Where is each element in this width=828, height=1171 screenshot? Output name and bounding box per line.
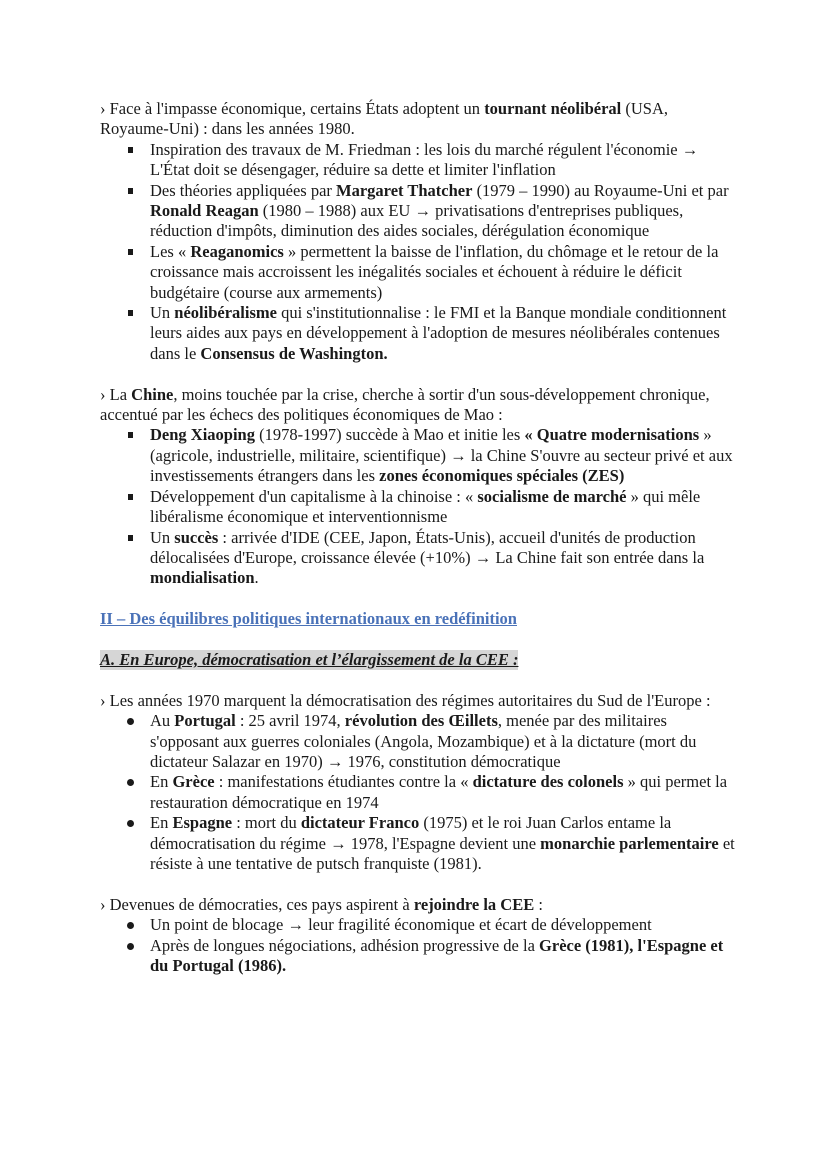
section2-intro <box>100 385 740 426</box>
bold-term: Chine <box>131 384 174 404</box>
text-run: Les « <box>150 241 191 261</box>
bold-term: Margaret Thatcher <box>336 180 473 200</box>
text-run: . <box>254 568 259 588</box>
section2-list <box>100 425 740 588</box>
text-run: » qui mêle libéralisme économique et interventionnisme <box>150 486 701 527</box>
list-item <box>100 181 740 242</box>
list-item <box>100 425 740 486</box>
text-run: » permettent la baisse de l'inflation, du chômage et le retour de la croissance mais accroissent les inégalités sociales et échouent à réduire le déficit budgétaire (course aux armements) <box>150 241 719 302</box>
bold-term: Reaganomics <box>190 241 284 261</box>
bold-term: Portugal <box>174 711 236 731</box>
text-run: (1980 – 1988) aux EU → privatisations d'entreprises publiques, réduction d'impôts, diminution des aides sociales, dérégulation économique <box>150 201 684 241</box>
list-item <box>100 303 740 364</box>
subsection-heading-a: A. En Europe, démocratisation et l’élargissement de la CEE : <box>100 649 519 669</box>
list-item <box>100 140 740 181</box>
text-run: : mort du <box>232 813 301 833</box>
text-run: Un <box>150 527 175 547</box>
bold-term: Deng Xiaoping <box>150 425 255 445</box>
document-page <box>100 99 740 976</box>
text-run: › La <box>100 384 132 404</box>
section3-list <box>100 711 740 874</box>
text-run: Au <box>150 711 175 731</box>
list-item <box>100 936 740 977</box>
bold-term: monarchie parlementaire <box>540 833 719 853</box>
text-run: et résiste à une tentative de putsch franquiste (1981). <box>150 833 735 873</box>
list-item <box>100 813 740 874</box>
text-run: › Devenues de démocraties, ces pays aspirent à <box>100 894 414 914</box>
text-run: (1975) et le roi Juan Carlos entame la démocratisation du régime → 1978, l'Espagne devient une <box>150 813 672 853</box>
text-run: › Les années 1970 marquent la démocratisation des régimes autoritaires du Sud de l'Europe : <box>100 690 711 710</box>
text-run: Après de longues négociations, adhésion progressive de la <box>150 935 540 955</box>
bold-term: néolibéralisme <box>174 303 277 323</box>
text-run: , moins touchée par la crise, cherche à sortir d'un sous-développement chronique, accentué par les échecs des politiques économiques de Mao : <box>100 384 710 425</box>
text-run: En <box>150 772 173 792</box>
bold-term: Ronald Reagan <box>150 201 259 221</box>
bold-term: dictature des colonels <box>472 772 624 792</box>
text-run: › Face à l'impasse économique, certains États adoptent un <box>100 99 485 118</box>
section4-intro <box>100 895 740 915</box>
list-item <box>100 487 740 528</box>
text-run: (1979 – 1990) au Royaume-Uni et par <box>472 180 729 200</box>
bold-term: Grèce <box>172 772 215 792</box>
bold-term: tournant néolibéral <box>484 99 622 118</box>
bold-term: dictateur Franco <box>300 813 420 833</box>
text-run: Inspiration des travaux de M. Friedman : les lois du marché régulent l'économie → L'État doit se désengager, réduire sa dette et limiter l'inflation <box>150 139 699 180</box>
text-run: En <box>150 813 173 833</box>
section1-intro <box>100 99 740 140</box>
bold-term: Grèce (1981), l'Espagne et du Portugal (1986). <box>150 935 724 975</box>
text-run: » qui permet la restauration démocratique en 1974 <box>150 772 728 812</box>
section1-list <box>100 140 740 364</box>
bold-term: mondialisation <box>150 568 255 588</box>
list-item <box>100 711 740 772</box>
section3-intro <box>100 691 740 711</box>
text-run: » (agricole, industrielle, militaire, scientifique) → la Chine S'ouvre au secteur privé et aux investissements étrangers dans les <box>150 425 733 486</box>
section-heading-2: II – Des équilibres politiques internationaux en redéfinition <box>100 609 517 629</box>
text-run: : arrivée d'IDE (CEE, Japon, États-Unis), accueil d'unités de production délocalisées d'Europe, croissance élevée (+10%) → La Chine fait son entrée dans la <box>150 527 705 567</box>
bold-term: Espagne <box>172 813 233 833</box>
bold-term: socialisme de marché <box>477 486 627 506</box>
bold-term: rejoindre la CEE <box>413 894 535 914</box>
text-run: , menée par des militaires s'opposant aux guerres coloniales (Angola, Mozambique) et à la dictature (mort du dictateur Salazar en 1970) → 1976, constitution démocratique <box>150 711 697 771</box>
bold-term: Consensus de Washington. <box>200 343 388 363</box>
text-run: Un <box>150 303 175 323</box>
text-run: qui s'institutionnalise : le FMI et la Banque mondiale conditionnent leurs aides aux pays en développement à l'adoption de mesures néolibérales contenues dans le <box>150 303 727 363</box>
list-item <box>100 915 740 935</box>
text-run: (1978-1997) succède à Mao et initie les <box>254 425 525 445</box>
bold-term: zones économiques spéciales (ZES) <box>379 466 625 486</box>
list-item <box>100 528 740 589</box>
text-run: : 25 avril 1974, <box>235 711 345 731</box>
list-item <box>100 772 740 813</box>
text-run: : <box>534 894 543 914</box>
bold-term: « Quatre modernisations <box>524 425 700 445</box>
bold-term: succès <box>174 527 219 547</box>
text-run: (USA, Royaume-Uni) : dans les années 1980. <box>100 99 668 139</box>
text-run: : manifestations étudiantes contre la « <box>214 772 473 792</box>
list-item <box>100 242 740 303</box>
text-run: Des théories appliquées par <box>150 180 337 200</box>
text-run: Développement d'un capitalisme à la chinoise : « <box>150 486 478 506</box>
bold-term: révolution des Œillets <box>344 711 498 731</box>
text-run: Un point de blocage → leur fragilité économique et écart de développement <box>150 915 652 935</box>
section4-list <box>100 915 740 976</box>
